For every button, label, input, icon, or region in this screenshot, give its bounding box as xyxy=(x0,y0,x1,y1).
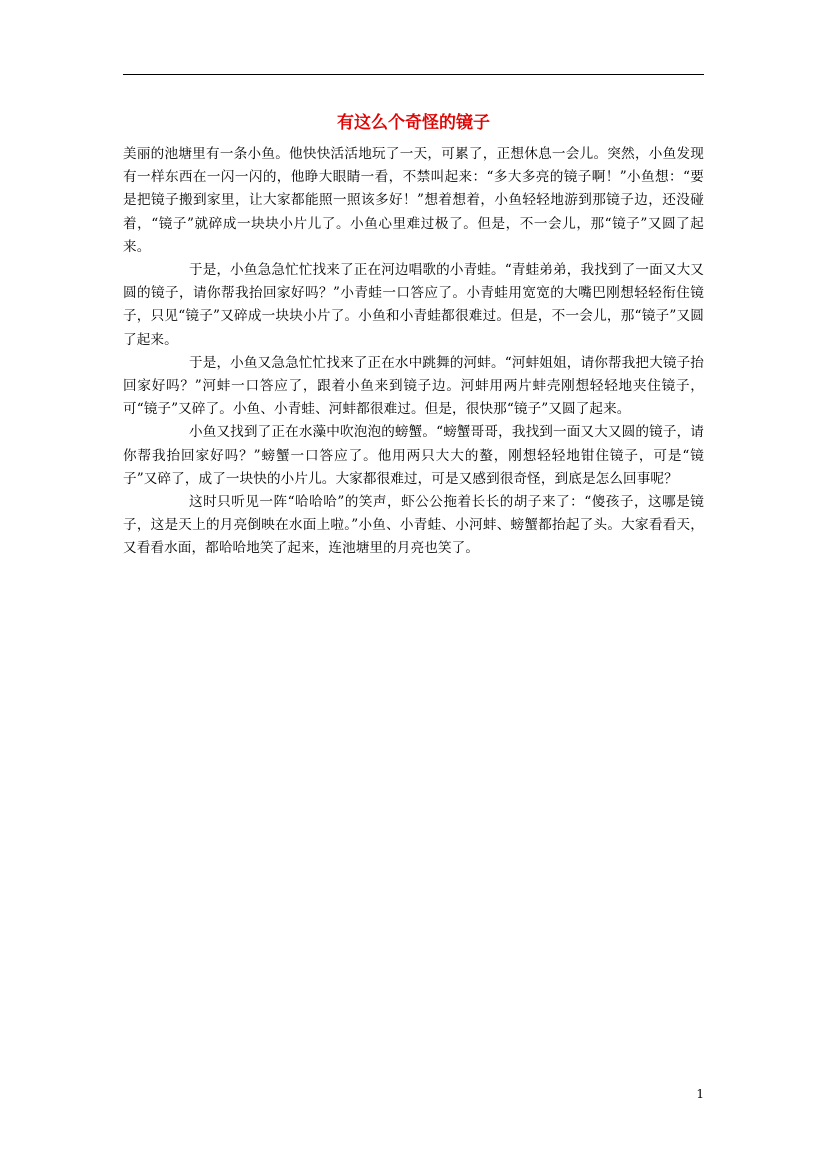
header-rule xyxy=(123,74,704,75)
page-number: 1 xyxy=(696,1087,704,1101)
paragraph-5: 这时只听见一阵“哈哈哈”的笑声，虾公公拖着长长的胡子来了：“傻孩子，这哪是镜子，这是天上的月亮倒映在水面上啦。”小鱼、小青蛙、小河蚌、螃蟹都抬起了头。大家看看天，又看看水面，都哈哈地笑了起来，连池塘里的月亮也笑了。 xyxy=(123,494,704,557)
story-body xyxy=(123,143,704,561)
paragraph-4: 小鱼又找到了正在水藻中吹泡泡的螃蟹。“螃蟹哥哥，我找到一面又大又圆的镜子，请你帮我抬回家好吗？”螃蟹一口答应了。他用两只大大的螯，刚想轻轻地钳住镜子，可是“镜子”又碎了，成了一块快的小片儿。大家都很难过，可是又感到很奇怪，到底是怎么回事呢？ xyxy=(123,424,704,487)
paragraph-1: 美丽的池塘里有一条小鱼。他快快活活地玩了一天，可累了，正想休息一会儿。突然，小鱼发现有一样东西在一闪一闪的，他睁大眼睛一看，不禁叫起来：“多大多亮的镜子啊！”小鱼想：“要是把镜子搬到家里，让大家都能照一照该多好！”想着想着，小鱼轻轻地游到那镜子边，还没碰着，“镜子”就碎成一块块小片儿了。小鱼心里难过极了。但是，不一会儿，那“镜子”又圆了起来。 xyxy=(123,146,704,255)
page-title: 有这么个奇怪的镜子 xyxy=(337,113,490,133)
paragraph-3: 于是，小鱼又急急忙忙找来了正在水中跳舞的河蚌。“河蚌姐姐，请你帮我把大镜子抬回家好吗？”河蚌一口答应了，跟着小鱼来到镜子边。河蚌用两片蚌壳刚想轻轻地夹住镜子，可“镜子”又碎了。小鱼、小青蛙、河蚌都很难过。但是，很快那“镜子”又圆了起来。 xyxy=(123,354,704,418)
paragraph-2: 于是，小鱼急急忙忙找来了正在河边唱歌的小青蛙。“青蛙弟弟，我找到了一面又大又圆的镜子，请你帮我抬回家好吗？”小青蛙一口答应了。小青蛙用宽宽的大嘴巴刚想轻轻衔住镜子，只见“镜子”又碎成一块块小片了。小鱼和小青蛙都很难过。但是，不一会儿，那“镜子”又圆了起来。 xyxy=(123,262,704,348)
